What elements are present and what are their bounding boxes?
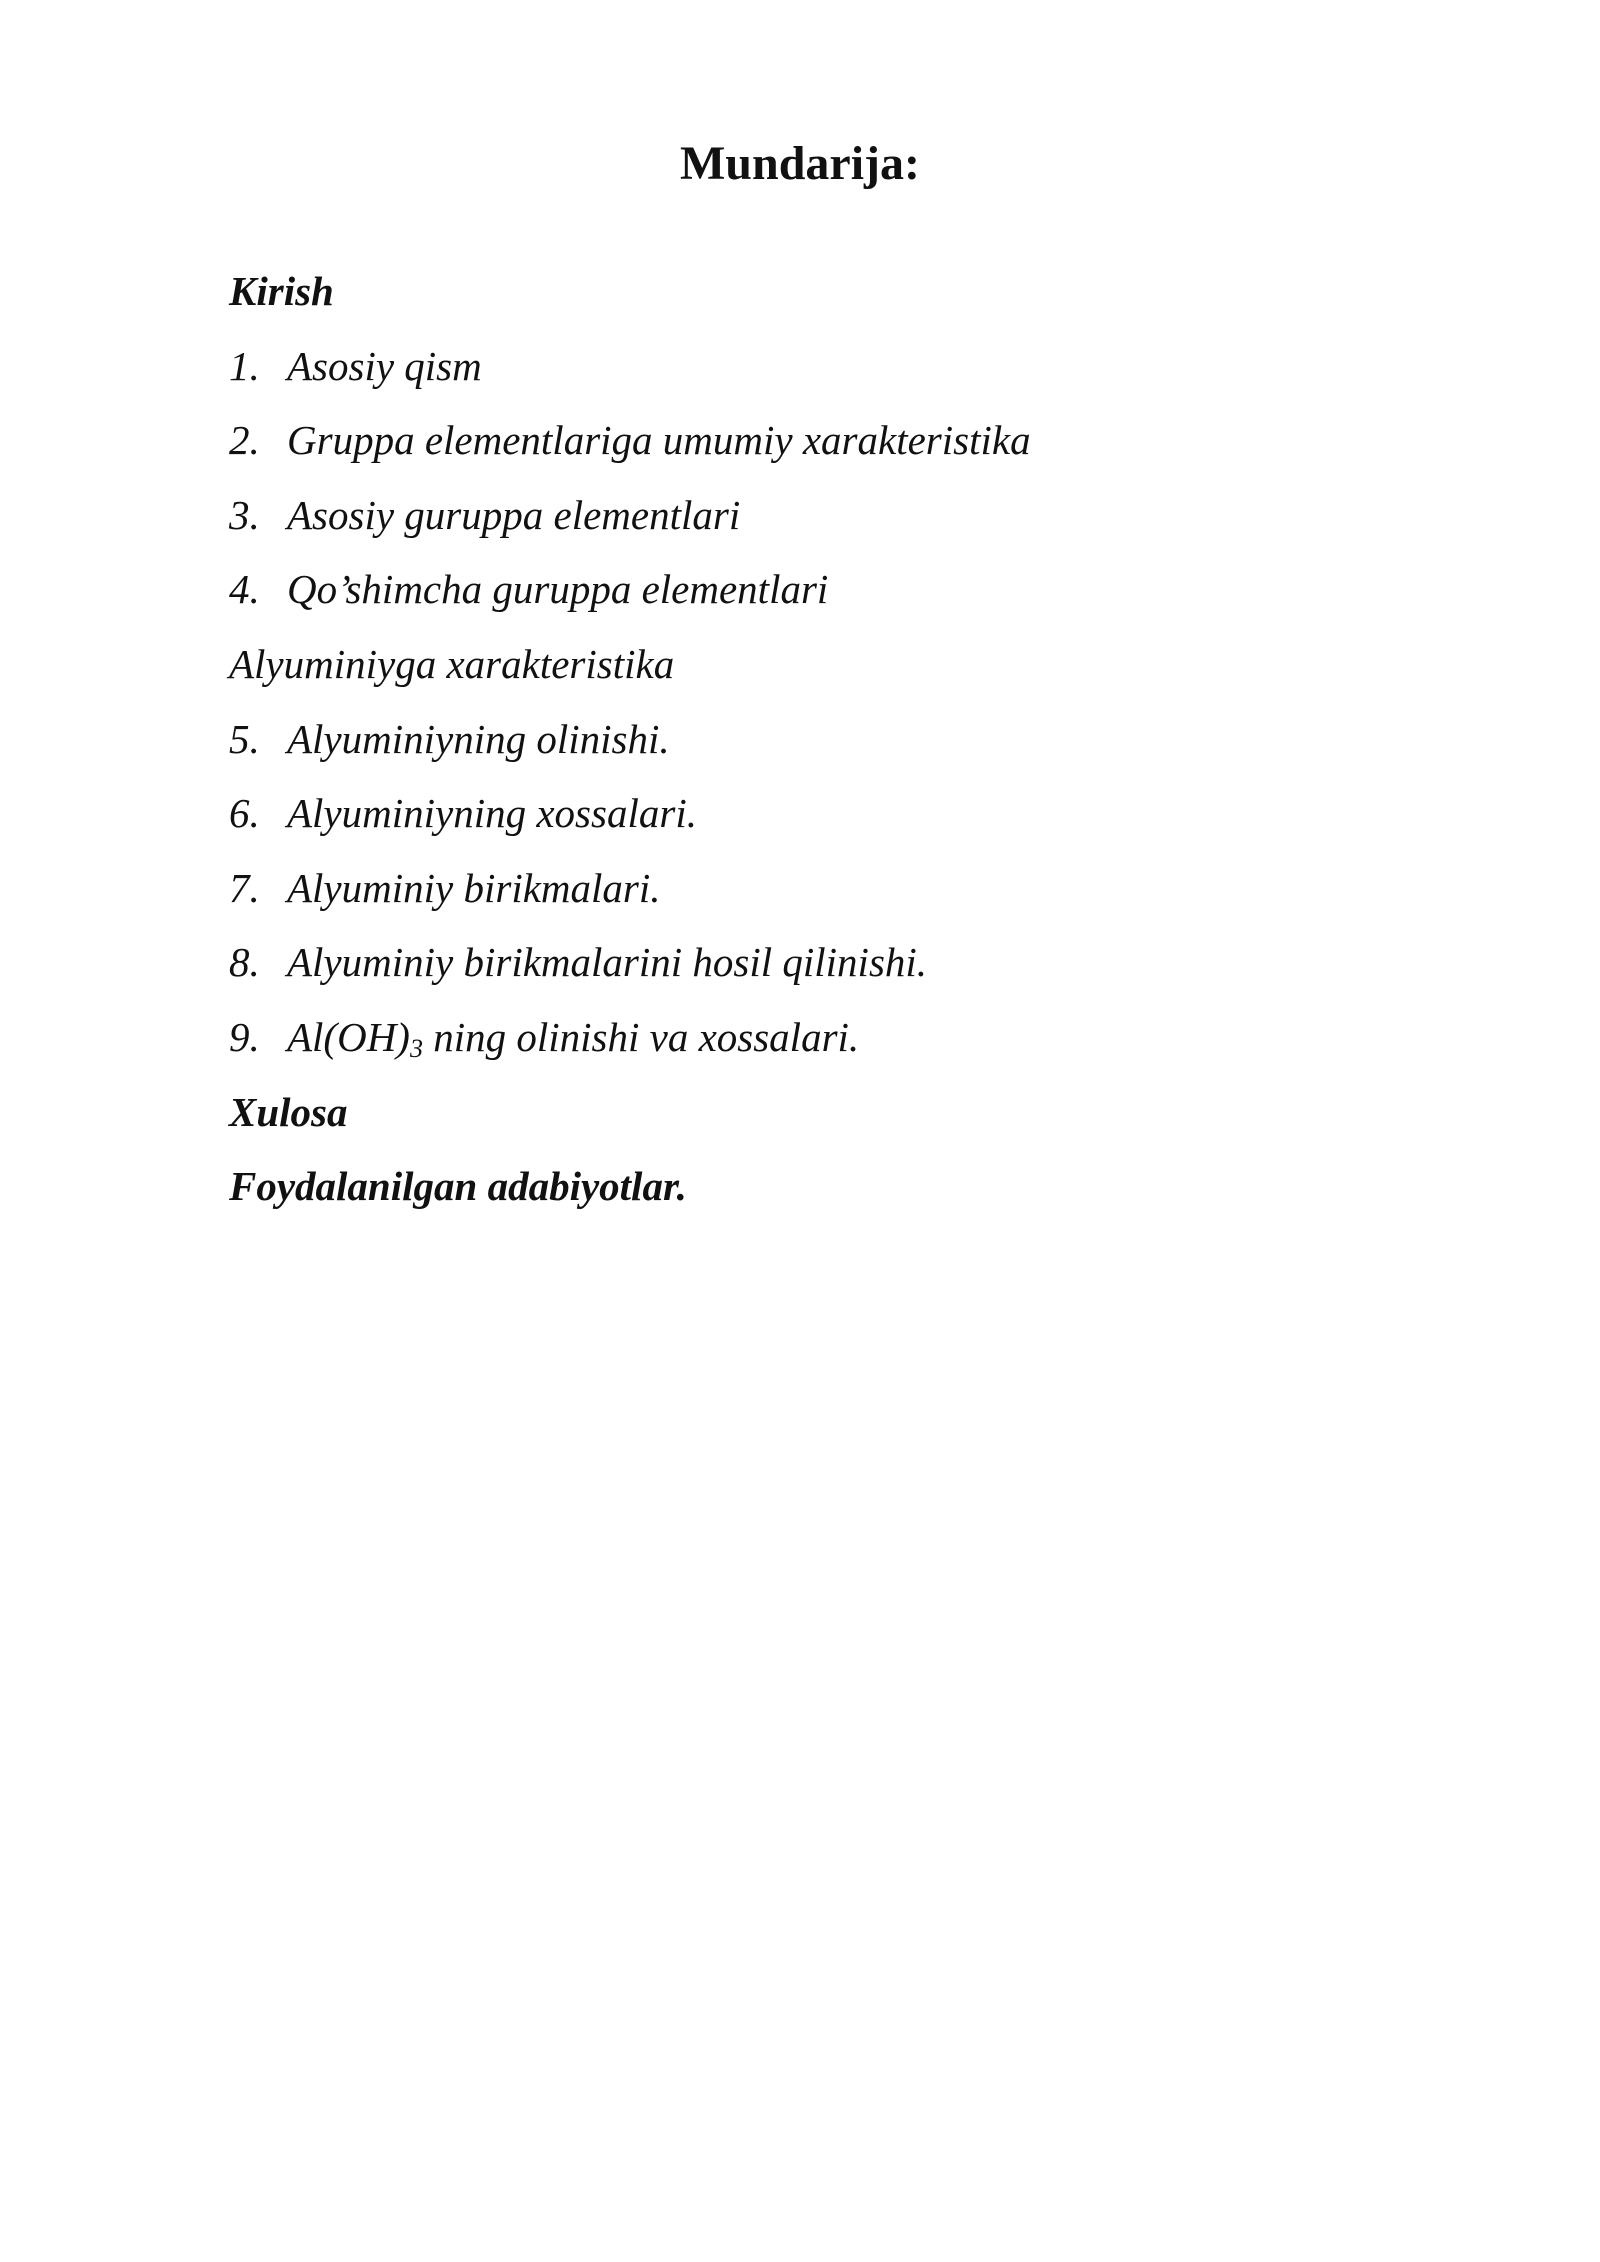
toc-entry-text: Alyuminiyning xossalari.: [287, 790, 697, 837]
toc-entry-number: 4.: [229, 566, 260, 613]
toc-entry-text: Alyuminiy birikmalari.: [287, 864, 661, 911]
toc-entry-7: [229, 858, 1429, 933]
page-title: Mundarija:: [680, 137, 920, 190]
toc-entry-number: 2.: [229, 417, 260, 464]
toc-entry-6: [229, 783, 1429, 858]
toc-entry-8: [229, 932, 1429, 1007]
toc-entry-number: 5.: [229, 715, 260, 762]
toc-entry-text: Asosiy guruppa elementlari: [287, 491, 741, 538]
toc-entry-3: [229, 485, 1429, 560]
toc-entry-text: Qo’shimcha guruppa elementlari: [287, 566, 829, 613]
toc-entry-number: 8.: [229, 939, 260, 986]
toc-entry-subscript: 3: [409, 1033, 423, 1063]
toc-entry-conclusion: Xulosa: [229, 1088, 348, 1135]
toc-entry-1: [229, 336, 1429, 411]
toc-entry-2: [229, 410, 1429, 485]
toc-entry-intro: Kirish: [229, 268, 334, 314]
toc-entry-text-suffix: ning olinishi va xossalari.: [422, 1013, 860, 1060]
toc-entry-number: 1.: [229, 342, 260, 389]
toc-entry-4: [229, 559, 1429, 634]
toc-entry-text-prefix: Al(OH): [287, 1013, 410, 1060]
toc-entry-text: Asosiy qism: [287, 342, 482, 389]
toc-entry-references: Foydalanilgan adabiyotlar.: [229, 1163, 687, 1210]
toc-entry-number: 3.: [229, 491, 260, 538]
toc-entry-text: Alyuminiyning olinishi.: [287, 715, 670, 762]
toc-entry-number: 6.: [229, 790, 260, 837]
toc-entry-text: Gruppa elementlariga umumiy xarakteristika: [287, 417, 1031, 464]
toc-entry-text: Alyuminiy birikmalarini hosil qilinishi.: [287, 939, 928, 986]
toc-subheading: Alyuminiyga xarakteristika: [229, 640, 675, 687]
toc-entry-9: [229, 1007, 1429, 1082]
toc-entry-5: [229, 709, 1429, 784]
toc-entry-number: 9.: [229, 1013, 260, 1060]
table-of-contents: [229, 261, 1429, 1231]
toc-entry-number: 7.: [229, 864, 260, 911]
